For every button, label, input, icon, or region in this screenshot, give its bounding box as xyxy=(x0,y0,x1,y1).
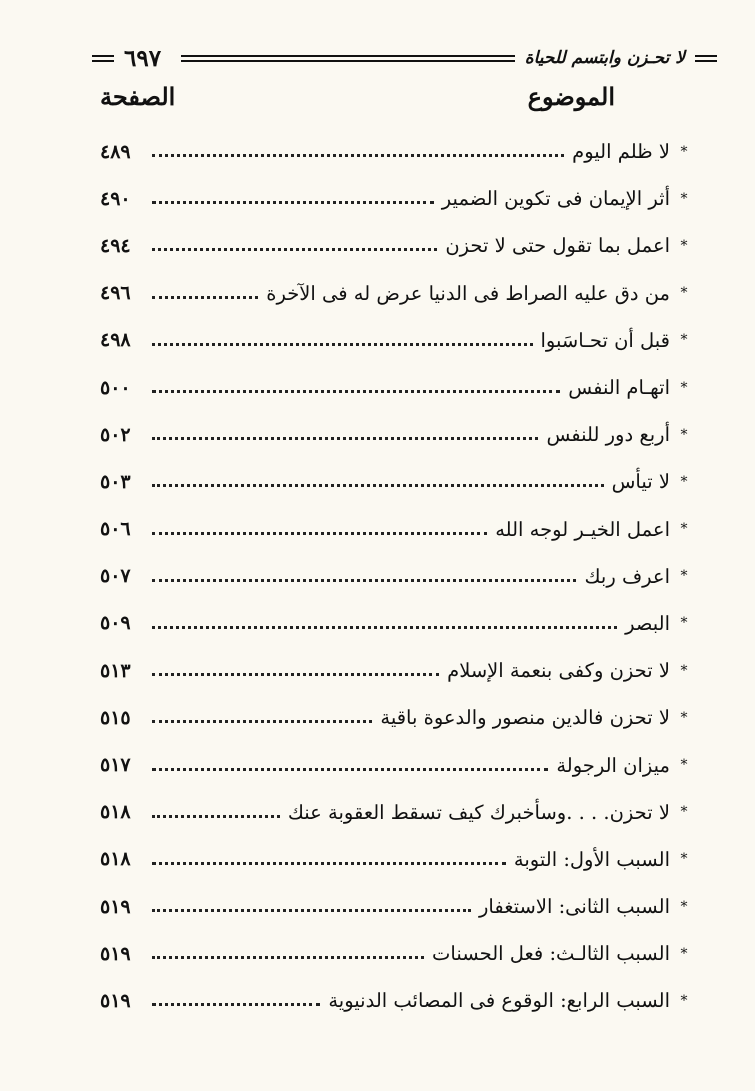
toc-entry-page: ٥١٣ xyxy=(100,659,131,682)
dot-leader xyxy=(152,956,424,959)
dot-leader xyxy=(152,248,437,251)
toc-entry-title: ميزان الرجولة xyxy=(556,753,670,777)
toc-entry-page: ٥١٩ xyxy=(100,989,131,1012)
toc-entry-page: ٥٠٦ xyxy=(100,518,131,541)
dot-leader xyxy=(152,437,538,440)
bullet-star-icon: * xyxy=(680,804,688,821)
toc-entry-page: ٥٠٢ xyxy=(100,423,131,446)
toc-entry-page: ٤٩٨ xyxy=(100,329,131,352)
dot-leader xyxy=(152,720,372,723)
toc-entry-title: لا تيأس xyxy=(611,470,670,494)
toc-entry xyxy=(100,506,690,553)
bullet-star-icon: * xyxy=(680,568,688,585)
toc-entry xyxy=(100,977,690,1024)
toc-entry-title: اتهـام النفس xyxy=(568,376,670,400)
bullet-star-icon: * xyxy=(680,945,688,962)
bullet-star-icon: * xyxy=(680,662,688,679)
bullet-star-icon: * xyxy=(680,851,688,868)
toc-entry xyxy=(100,553,690,600)
toc-entry-page: ٥٠٣ xyxy=(100,470,131,493)
toc-entry-page: ٥٠٠ xyxy=(100,376,131,399)
toc-entry xyxy=(100,411,690,458)
toc-entry-page: ٥١٨ xyxy=(100,848,131,871)
toc-entry xyxy=(100,883,690,930)
toc-entry xyxy=(100,930,690,977)
dot-leader xyxy=(152,484,604,487)
toc-entry xyxy=(100,600,690,647)
toc-entry-page: ٥١٩ xyxy=(100,895,131,918)
toc-entry-title: أربع دور للنفس xyxy=(546,423,670,447)
toc-entry xyxy=(100,175,690,222)
toc-entry-title: لا تحزن. . . .وسأخبرك كيف تسقط العقوبة عنك xyxy=(287,800,670,824)
toc-entry-title: قبل أن تحـاسَبوا xyxy=(540,328,670,352)
toc-entry xyxy=(100,128,690,175)
toc-entry xyxy=(100,222,690,269)
bullet-star-icon: * xyxy=(680,473,688,490)
toc-entry xyxy=(100,836,690,883)
toc-entry-page: ٥١٩ xyxy=(100,942,131,965)
dot-leader xyxy=(152,579,576,582)
bullet-star-icon: * xyxy=(680,379,688,396)
dot-leader xyxy=(152,768,548,771)
bullet-star-icon: * xyxy=(680,190,688,207)
bullet-star-icon: * xyxy=(680,143,688,160)
dot-leader xyxy=(152,296,258,299)
toc-entry-title: اعرف ربك xyxy=(584,564,670,588)
toc-entry-title: اعمل الخيـر لوجه الله xyxy=(495,517,670,541)
toc-entry-page: ٥٠٧ xyxy=(100,565,131,588)
toc-entry-page: ٤٨٩ xyxy=(100,140,131,163)
toc-entry xyxy=(100,694,690,741)
running-header xyxy=(92,38,717,78)
dot-leader xyxy=(152,390,560,393)
topic-column-heading: الموضوع xyxy=(527,82,615,111)
toc-entry-page: ٥١٥ xyxy=(100,706,131,729)
toc-entry-title: البصر xyxy=(625,611,670,635)
toc-entry-page: ٥١٧ xyxy=(100,754,131,777)
toc-entry-title: السبب الثانى: الاستغفار xyxy=(478,895,670,919)
header-rule-right xyxy=(695,55,717,62)
toc-entry xyxy=(100,270,690,317)
header-rule-left xyxy=(92,55,114,62)
toc-entry-title: لا ظلم اليوم xyxy=(572,140,670,164)
toc-entry xyxy=(100,789,690,836)
bullet-star-icon: * xyxy=(680,709,688,726)
bullet-star-icon: * xyxy=(680,426,688,443)
toc-entry-page: ٥٠٩ xyxy=(100,612,131,635)
dot-leader xyxy=(152,532,487,535)
toc-entry-title: السبب الرابع: الوقوع فى المصائب الدنيوية xyxy=(328,989,670,1013)
toc-entry xyxy=(100,647,690,694)
toc-entry-title: السبب الأول: التوبة xyxy=(513,847,670,871)
bullet-star-icon: * xyxy=(680,992,688,1009)
bullet-star-icon: * xyxy=(680,285,688,302)
toc-entry-title: اعمل بما تقول حتى لا تحزن xyxy=(445,234,670,258)
toc-entry-page: ٤٩٤ xyxy=(100,234,131,257)
dot-leader xyxy=(152,626,617,629)
toc-entry-page: ٤٩٦ xyxy=(100,282,131,305)
toc-entry-title: لا تحزن وكفى بنعمة الإسلام xyxy=(447,659,670,683)
bullet-star-icon: * xyxy=(680,521,688,538)
toc-entry xyxy=(100,741,690,788)
toc-entry xyxy=(100,317,690,364)
toc-entry-title: أثر الإيمان فى تكوين الضمير xyxy=(441,187,670,211)
toc-entry-title: السبب الثالـث: فعل الحسنات xyxy=(432,942,670,966)
toc-entry xyxy=(100,364,690,411)
page-column-heading: الصفحة xyxy=(100,82,176,111)
toc-entry-title: لا تحزن فالدين منصور والدعوة باقية xyxy=(380,706,670,730)
dot-leader xyxy=(152,1003,320,1006)
header-rule-middle xyxy=(181,55,515,62)
bullet-star-icon: * xyxy=(680,898,688,915)
toc-entry-page: ٤٩٠ xyxy=(100,187,131,210)
dot-leader xyxy=(152,909,471,912)
toc-entry-page: ٥١٨ xyxy=(100,801,131,824)
table-of-contents xyxy=(100,128,690,1025)
book-title: لا تحـزن وابتسم للحياة xyxy=(524,48,685,68)
bullet-star-icon: * xyxy=(680,757,688,774)
page-number: ٦٩٧ xyxy=(124,44,162,72)
bullet-star-icon: * xyxy=(680,332,688,349)
dot-leader xyxy=(152,201,434,204)
bullet-star-icon: * xyxy=(680,615,688,632)
dot-leader xyxy=(152,862,506,865)
dot-leader xyxy=(152,154,564,157)
dot-leader xyxy=(152,815,280,818)
toc-entry xyxy=(100,458,690,505)
dot-leader xyxy=(152,343,533,346)
bullet-star-icon: * xyxy=(680,237,688,254)
toc-entry-title: من دق عليه الصراط فى الدنيا عرض له فى الآخرة xyxy=(266,281,670,305)
dot-leader xyxy=(152,673,439,676)
